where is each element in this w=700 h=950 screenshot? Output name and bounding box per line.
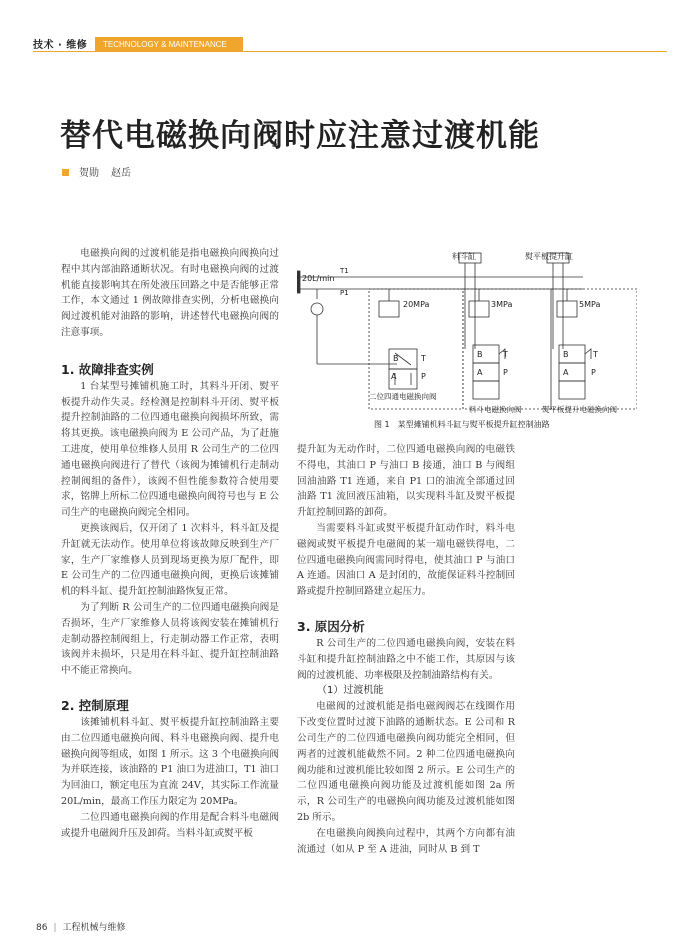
valve1-port-t: T (421, 354, 426, 363)
valve1-label: 二位四通电磁换向阀 (369, 392, 437, 401)
left-column (61, 246, 279, 841)
section-1-heading: 1. 故障排查实例 (61, 361, 154, 377)
valve2-port-b: B (477, 350, 483, 359)
valve3-port-b: B (563, 350, 569, 359)
valve1-port-b: B (393, 354, 399, 363)
abstract: 电磁换向阀的过渡机能是指电磁换向阀换向过程中其内部油路通断状况。有时电磁换向阀的过渡机能直接影响其在所处液压回路之中是否能够正常工作，本文通过 1 例故障排查实例，分析电磁换向阀过渡机能对油路的影响，讲述替代电磁换向阀的注意事项。 (61, 248, 279, 338)
article-title: 替代电磁换向阀时应注意过渡机能 (60, 118, 540, 154)
t1-label: T1 (340, 267, 349, 275)
valve2-port-p: P (503, 368, 508, 377)
relief-1-label: 20MPa (403, 300, 430, 309)
section-3-subheading-1: （1）过渡机能 (317, 685, 384, 697)
section-1-para-2: 更换该阀后，仅开闭了 1 次料斗，料斗缸及提升缸就无法动作。使用单位将该故障反映到生产厂家，生产厂家维修人员到现场更换为原厂配件，即 E 公司生产的二位四通电磁换向阀，更换后该摊铺机的料斗缸、提升缸控制油路恢复正常。 (61, 522, 279, 598)
bucket-cylinder-label: 料斗缸 (452, 252, 476, 261)
section-3-para-1: R 公司生产的二位四通电磁换向阀，安装在料斗缸和提升缸控制油路之中不能工作，其原因与该阀的过渡机能、功率极限及控制油路结构有关。 (297, 637, 515, 681)
flow-label: 20L/min (302, 274, 335, 283)
valve3-label: 熨平板提升电磁换向阀 (542, 405, 617, 414)
relief-3-label: 5MPa (579, 300, 601, 309)
valve2-port-a: A (477, 368, 483, 377)
valve2-label: 料斗电磁换向阀 (469, 405, 522, 414)
right-column (297, 442, 515, 857)
page-number: 86 (36, 923, 48, 933)
valve3-port-t: T (593, 350, 598, 359)
journal-name: 工程机械与维修 (62, 923, 126, 933)
section-3-para-3: 在电磁换向阀换向过程中，其两个方向都有油流通过（如从 P 至 A 进油，同时从 B 到 T (297, 827, 515, 855)
valve2-port-t: T (503, 350, 508, 359)
author-1: 贺勋 (79, 168, 99, 179)
section-3-heading: 3. 原因分析 (297, 618, 365, 634)
section-2-para-3: 当需要料斗缸或熨平板提升缸动作时，料斗电磁阀或熨平板提升电磁阀的某一端电磁铁得电，二位四通电磁换向阀需同时得电，使其油口 P 与油口 A 连通。因油口 A 是封闭的，故能保证料斗控制回路或提升控制回路建立起压力。 (297, 522, 515, 598)
valve1-port-p: P (421, 372, 426, 381)
section-1-para-1: 1 台某型号摊铺机施工时，其料斗开闭、熨平板提升动作失灵。经检测是控制料斗开闭、熨平板提升控制油路的二位四通电磁换向阀损坏所致，需将其更换。该电磁换向阀为 E 公司产品，为了赶施工进度，使用单位维修人员用 R 公司生产的二位四通电磁换向阀进行了替代（该阀为摊铺机行走制动控制阀组的备件），该阀不但性能参数符合使用要求，铭牌上所标二位四通电磁换向阀符号也与 E 公司生产的电磁换向阀完全相同。 (61, 380, 279, 519)
author-line (62, 164, 143, 179)
section-2-para-1: 该摊铺机料斗缸、熨平板提升缸控制油路主要由二位四通电磁换向阀、料斗电磁换向阀、提升电磁换向阀等组成，如图 1 所示。这 3 个电磁换向阀为并联连接，该油路的 P1 油口为进油口，T1 油口为回油口，额定电压为直流 24V，其实际工作流量 20L/min，最高工作压力限定为 20MPa。 (61, 716, 279, 807)
section-label: 技术 · 维修 (33, 40, 88, 51)
figure-caption: 图 1 某型摊铺机料斗缸与熨平板提升缸控制油路 (374, 420, 550, 429)
section-tag: TECHNOLOGY & MAINTENANCE (95, 37, 243, 52)
author-marker-icon (62, 169, 69, 176)
section-3-para-2: 电磁阀的过渡机能是指电磁阀阀芯在线圈作用下改变位置时过渡下油路的通断状态。E 公司和 R 公司生产的二位四通电磁换向阀功能完全相同，但两者的过渡机能截然不同。2 种二位四通电磁换向阀功能和过渡机能比较如图 2 所示。E 公司生产的二位四通电磁换向阀功能及过渡机能如图 2a 所示，R 公司生产的电磁换向阀功能及过渡机能如图 2b 所示。 (297, 701, 515, 823)
valve3-port-a: A (563, 368, 569, 377)
section-1-para-3: 为了判断 R 公司生产的二位四通电磁换向阀是否损坏，生产厂家维修人员将该阀安装在摊铺机行走制动器控制阀组上，行走制动器工作正常，表明该阀并未损坏，只是用在料斗缸、提升缸控制油路中不能正常换向。 (61, 601, 279, 677)
section-2-heading: 2. 控制原理 (61, 697, 129, 713)
relief-2-label: 3MPa (491, 300, 513, 309)
footer-separator: | (53, 923, 57, 933)
header-divider (33, 51, 667, 52)
valve1-port-a: A (391, 372, 397, 381)
author-2: 赵岳 (111, 168, 131, 179)
section-2-para-2b: 提升缸为无动作时，二位四通电磁换向阀的电磁铁不得电，其油口 P 与油口 B 接通，油口 B 与阀组回油油路 T1 连通，来自 P1 口的油流全部通过回油路 T1 流回液压油箱，以实现料斗缸及熨平板提升缸控制回路的卸荷。 (297, 444, 515, 519)
section-2-para-2a: 二位四通电磁换向阀的作用是配合料斗电磁阀或提升电磁阀升压及卸荷。当料斗缸或熨平板 (61, 811, 279, 839)
hydraulic-circuit-figure (297, 249, 637, 439)
valve3-port-p: P (591, 368, 596, 377)
page-footer (36, 920, 126, 933)
screed-cylinder-label: 熨平板提升缸 (525, 252, 573, 261)
p1-label: P1 (340, 289, 349, 297)
